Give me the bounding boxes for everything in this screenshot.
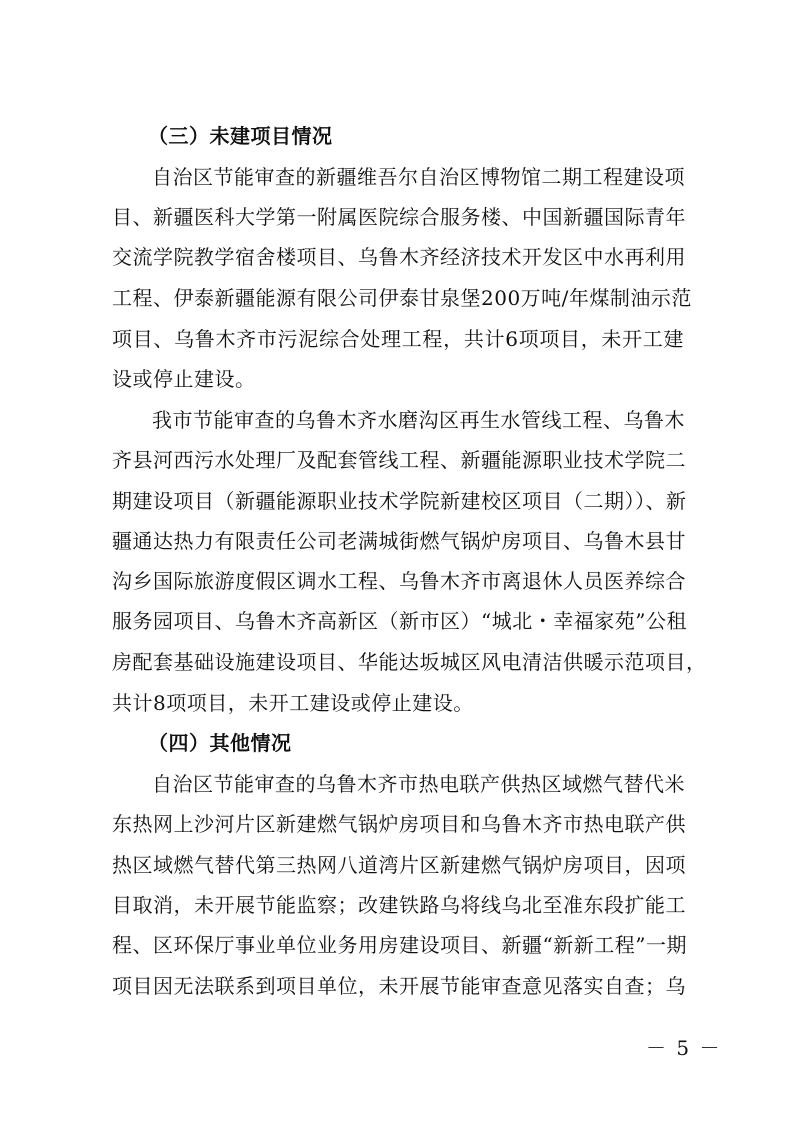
page-number: － 5 － xyxy=(646,1036,722,1060)
paragraph-line: 共计8项项目，未开工建设或停止建设。 xyxy=(112,691,474,715)
paragraph-line: 东热网上沙河片区新建燃气锅炉房项目和乌鲁木齐市热电联产供 xyxy=(112,812,686,836)
section-heading-unbuilt-projects: （三）未建项目情况 xyxy=(148,124,333,148)
paragraph-line: 项目因无法联系到项目单位，未开展节能审查意见落实自查；乌 xyxy=(112,974,686,998)
paragraph-line: 齐县河西污水处理厂及配套管线工程、新疆能源职业技术学院二 xyxy=(112,448,686,472)
paragraph-line: 疆通达热力有限责任公司老满城街燃气锅炉房项目、乌鲁木县甘 xyxy=(112,529,686,553)
paragraph-line: 设或停止建设。 xyxy=(112,367,256,391)
paragraph-line: 程、区环保厅事业单位业务用房建设项目、新疆“新新工程”一期 xyxy=(112,933,687,957)
paragraph-line: 期建设项目（新疆能源职业技术学院新建校区项目（二期））、新 xyxy=(112,489,687,513)
paragraph-line: 我市节能审查的乌鲁木齐水磨沟区再生水管线工程、乌鲁木 xyxy=(152,408,685,432)
paragraph-line: 项目、乌鲁木齐市污泥综合处理工程，共计6项项目，未开工建 xyxy=(112,327,684,351)
paragraph-line: 自治区节能审查的乌鲁木齐市热电联产供热区域燃气替代米 xyxy=(152,772,685,796)
paragraph-line: 房配套基础设施建设项目、华能达坂城区风电清洁供暖示范项目， xyxy=(112,650,707,674)
paragraph-line: 服务园项目、乌鲁木齐高新区（新市区）“城北・幸福家苑”公租 xyxy=(112,609,687,633)
section-heading-other-situations: （四）其他情况 xyxy=(148,731,292,755)
paragraph-line: 目取消，未开展节能监察；改建铁路乌将线乌北至准东段扩能工 xyxy=(112,893,686,917)
paragraph-line: 热区域燃气替代第三热网八道湾片区新建燃气锅炉房项目，因项 xyxy=(112,853,686,877)
paragraph-line: 目、新疆医科大学第一附属医院综合服务楼、中国新疆国际青年 xyxy=(112,205,686,229)
paragraph-line: 交流学院教学宿舍楼项目、乌鲁木齐经济技术开发区中水再利用 xyxy=(112,245,686,269)
paragraph-line: 自治区节能审查的新疆维吾尔自治区博物馆二期工程建设项 xyxy=(152,165,685,189)
paragraph-line: 沟乡国际旅游度假区调水工程、乌鲁木齐市离退休人员医养综合 xyxy=(112,569,686,593)
paragraph-line: 工程、伊泰新疆能源有限公司伊泰甘泉堡200万吨/年煤制油示范 xyxy=(112,286,692,310)
